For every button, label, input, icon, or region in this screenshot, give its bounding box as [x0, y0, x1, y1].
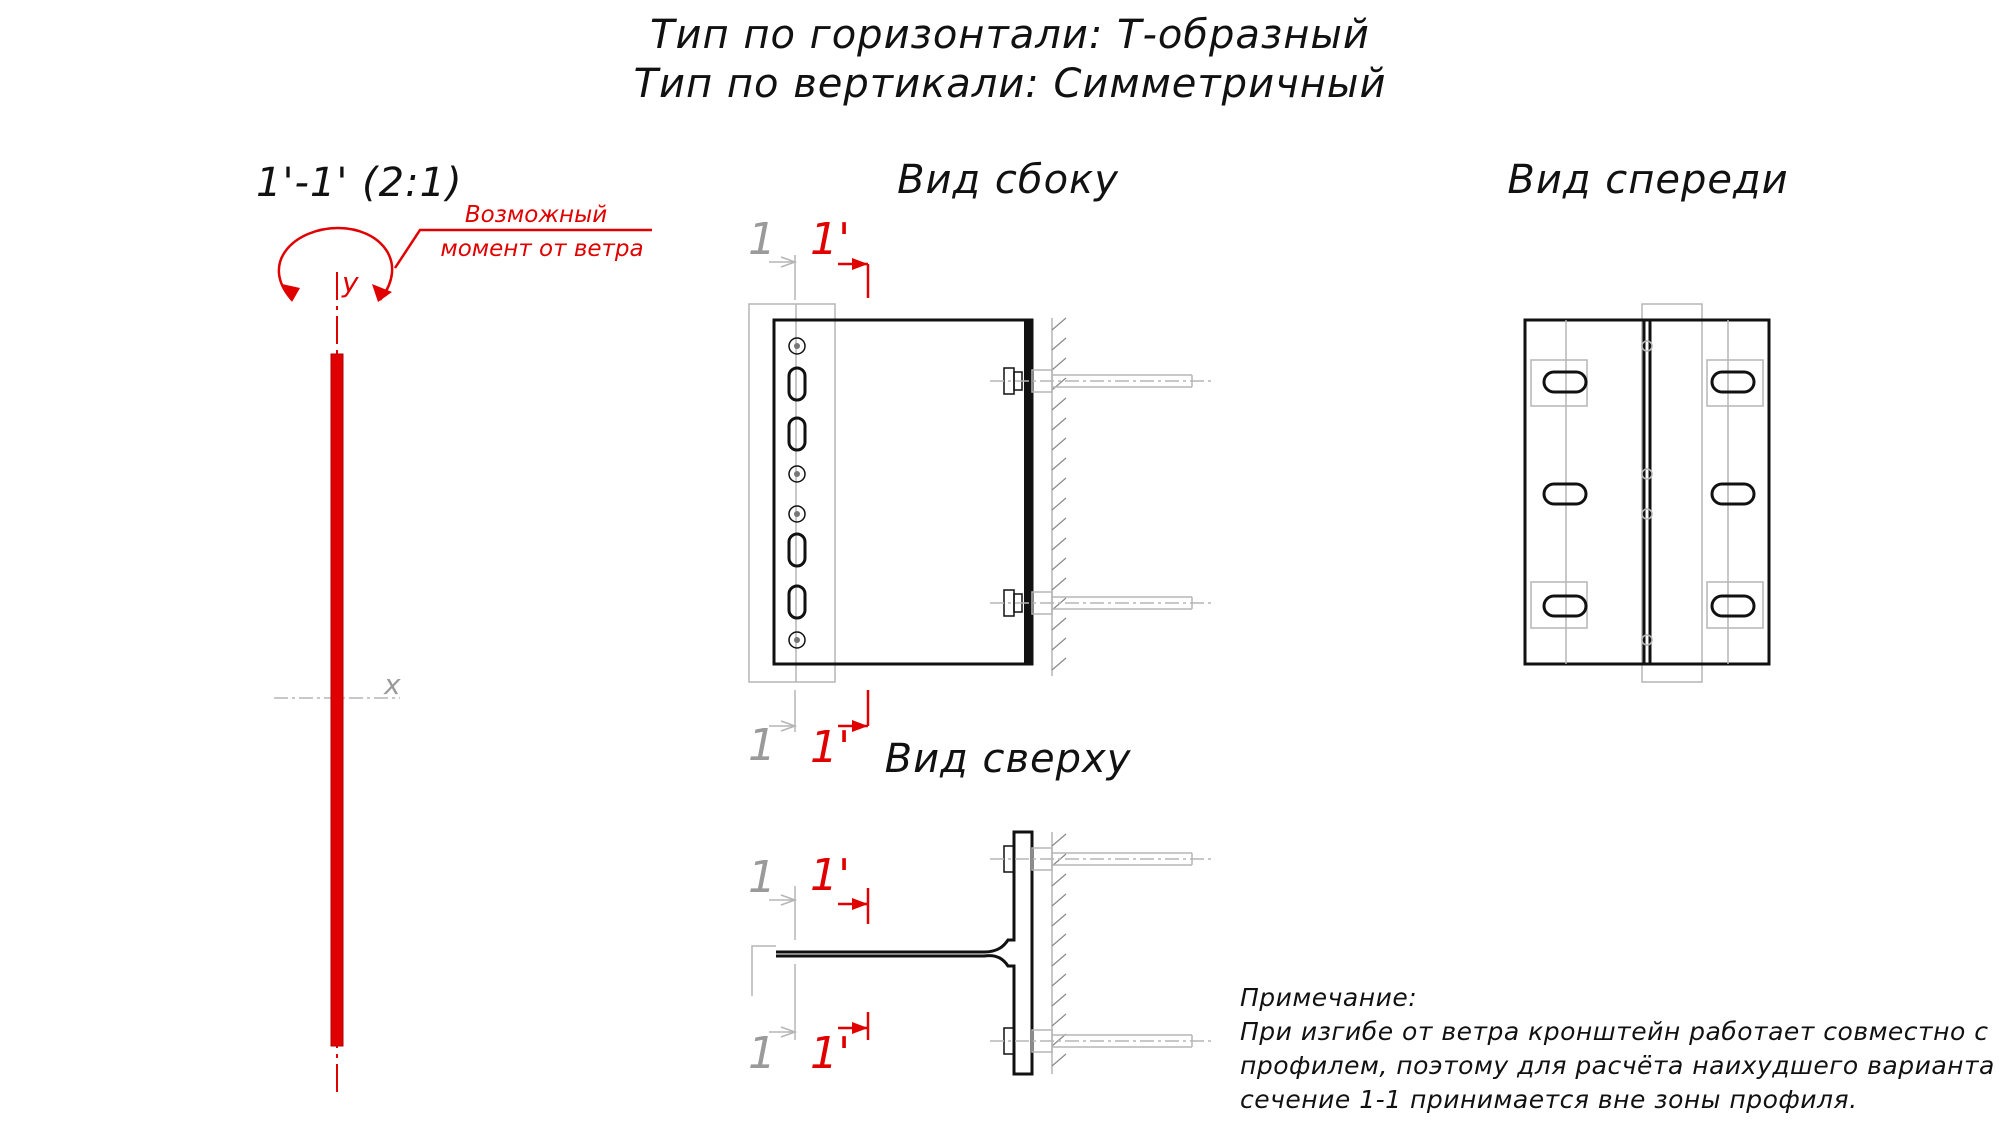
bolt-hole-center — [794, 511, 800, 517]
cut-label: 1 — [748, 852, 776, 903]
cut-label-red: 1' — [810, 214, 851, 265]
anchor-top-view-1 — [990, 846, 1215, 872]
side-view-title: Вид сбоку — [897, 157, 1119, 203]
side-view — [748, 157, 1215, 773]
plate-section — [331, 354, 343, 1046]
cut-label: 1 — [748, 1028, 776, 1079]
y-axis-label: y — [342, 266, 359, 299]
vertical-type-title: Тип по вертикали: Симметричный — [633, 61, 1387, 107]
note-block — [1240, 983, 1995, 1114]
note-line-3: сечение 1-1 принимается вне зоны профиля. — [1240, 1085, 1858, 1114]
note-line-2: профилем, поэтому для расчёта наихудшего варианта — [1240, 1051, 1995, 1080]
moment-arrowhead-left — [282, 284, 300, 302]
slot-hole — [1544, 484, 1586, 504]
anchor-bottom — [990, 590, 1215, 616]
cut-label: 1 — [748, 214, 776, 265]
front-view — [1507, 157, 1788, 682]
cut-label-red: 1' — [810, 722, 851, 773]
slot-hole — [789, 586, 805, 618]
horizontal-type-title: Тип по горизонтали: Т-образный — [650, 12, 1370, 58]
wall-hatch-top — [1052, 834, 1066, 1066]
anchor-top-view-2 — [990, 1028, 1215, 1054]
slot-hole — [1712, 484, 1754, 504]
note-line-1: При изгибе от ветра кронштейн работает совместно с — [1240, 1017, 1989, 1046]
section-view — [256, 160, 652, 1092]
side-holes — [789, 338, 805, 648]
slot-hole — [1544, 596, 1586, 616]
bolt-hole-center — [794, 343, 800, 349]
note-title: Примечание: — [1240, 983, 1418, 1012]
cut-label-red: 1' — [810, 850, 851, 901]
cut-mark-bottom — [748, 690, 868, 773]
front-view-title: Вид спереди — [1507, 157, 1789, 203]
slot-hole — [1712, 372, 1754, 392]
ghost-profile-top — [752, 946, 776, 996]
slot-hole — [1712, 596, 1754, 616]
cut-label: 1 — [748, 720, 776, 771]
cut-mark-top-view-lower — [748, 964, 868, 1079]
moment-label-1: Возможный — [464, 202, 608, 228]
cut-mark-top — [748, 214, 868, 300]
moment-label-2: момент от ветра — [440, 236, 644, 262]
bolt-hole-center — [794, 637, 800, 643]
cut-mark-top-view-upper — [748, 850, 868, 940]
slot-hole — [789, 368, 805, 400]
section-label: 1'-1' (2:1) — [256, 160, 463, 206]
slot-hole — [789, 534, 805, 566]
bolt-hole-center — [794, 471, 800, 477]
x-axis-label: x — [384, 668, 401, 701]
bracket-plate — [774, 320, 1032, 664]
ghost-profile — [749, 304, 835, 682]
wall-hatch — [1052, 318, 1066, 670]
top-view — [748, 736, 1215, 1079]
slot-hole — [789, 418, 805, 450]
top-view-title: Вид сверху — [884, 736, 1132, 782]
bracket-flange-edge — [1024, 320, 1032, 664]
cut-label-red: 1' — [810, 1028, 851, 1079]
anchor-top — [990, 368, 1215, 394]
slot-hole — [1544, 372, 1586, 392]
